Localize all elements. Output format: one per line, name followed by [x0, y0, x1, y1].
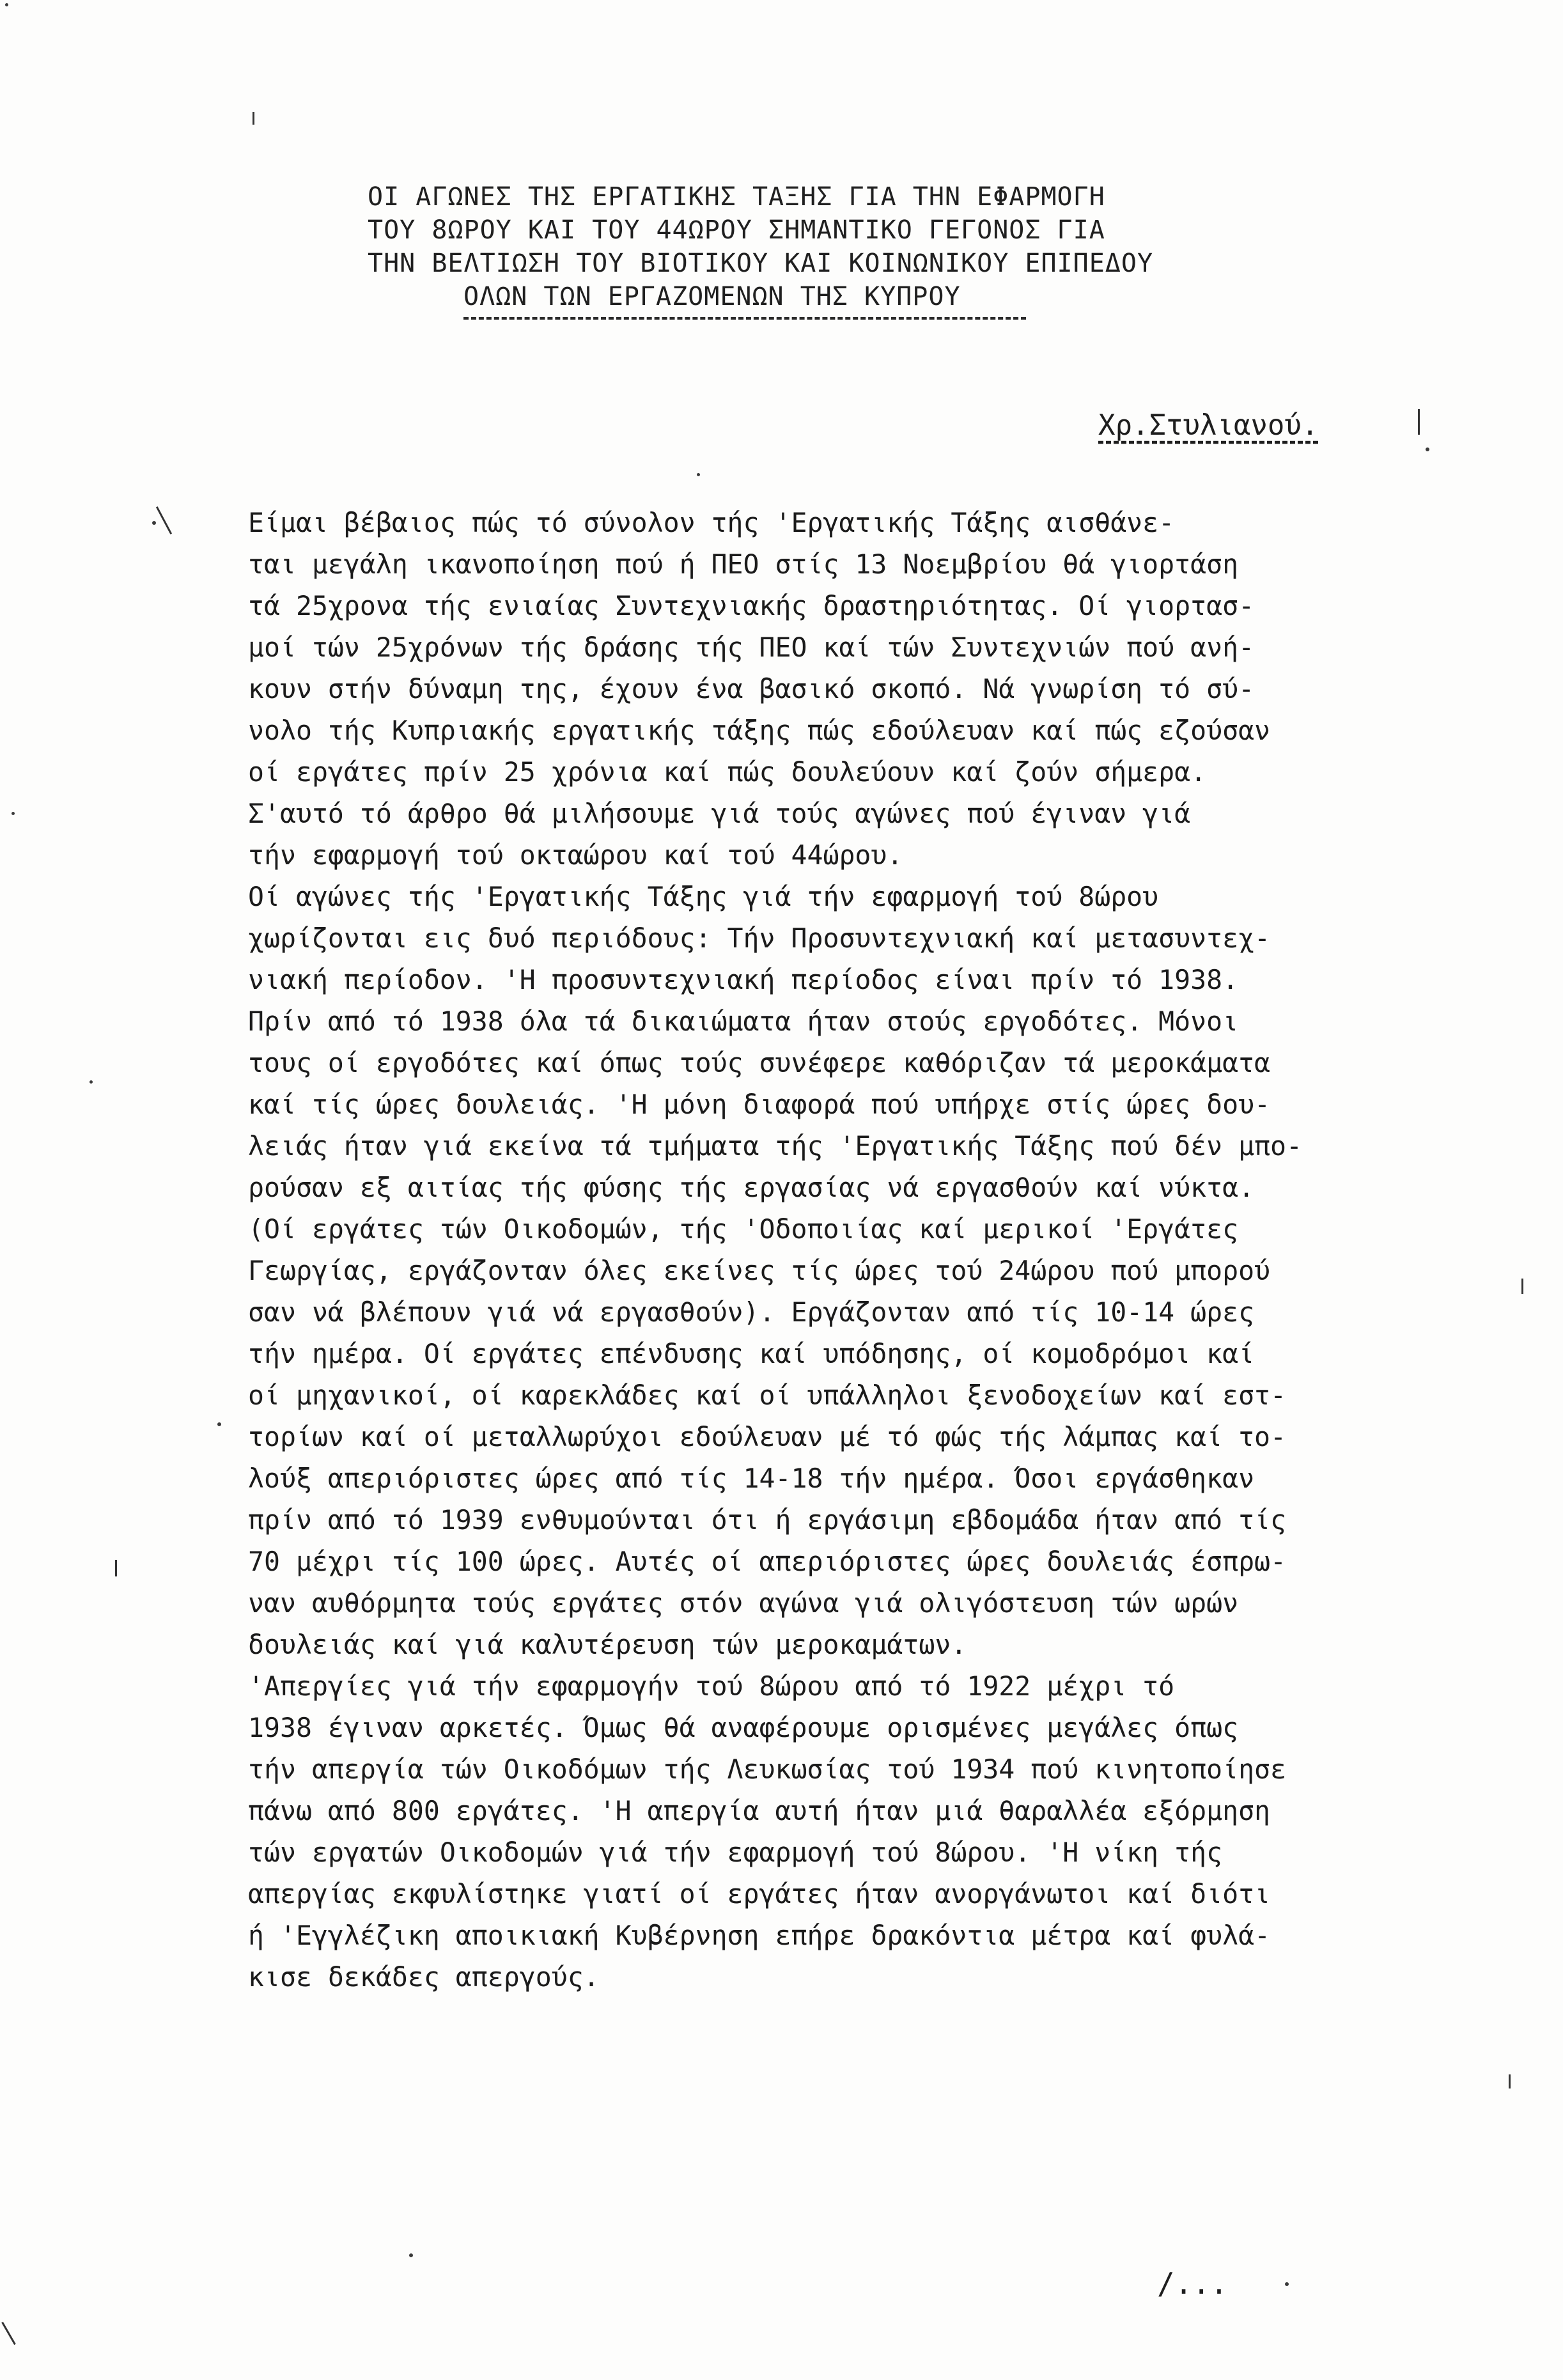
body-line: μοί τών 25χρόνων τής δράσης τής ΠΕΟ καί τών Συντεχνιών πού ανή- [248, 632, 1255, 663]
body-line: Σ'αυτό τό άρθρο θά μιλήσουμε γιά τούς αγώνες πού έγιναν γιά [248, 798, 1191, 829]
scan-mark [1, 2322, 16, 2345]
scan-speck [1426, 447, 1429, 451]
body-line: οί μηχανικοί, οί καρεκλάδες καί οί υπάλληλοι ξενοδοχείων καί εστ- [248, 1380, 1287, 1411]
document-title [368, 180, 1390, 320]
title-line-3: ΤΗΝ ΒΕΛΤΙΩΣΗ ΤΟΥ ΒΙΟΤΙΚΟΥ ΚΑΙ ΚΟΙΝΩΝΙΚΟΥ ΕΠΙΠΕΔΟΥ [368, 249, 1154, 278]
continued-marker: /... [1157, 2266, 1228, 2301]
scan-mark [115, 1560, 117, 1576]
body-line: νολο τής Κυπριακής εργατικής τάξης πώς εδούλευαν καί πώς εζούσαν [248, 715, 1271, 746]
body-line: δουλειάς καί γιά καλυτέρευση τών μεροκαμάτων. [248, 1629, 967, 1660]
body-line: τους οί εργοδότες καί όπως τούς συνέφερε καθόριζαν τά μεροκάματα [248, 1047, 1271, 1078]
body-line: Γεωργίας, εργάζονταν όλες εκείνες τίς ώρες τού 24ώρου πού μπορού [248, 1255, 1271, 1286]
body-line: ρούσαν εξ αιτίας τής φύσης τής εργασίας νά εργασθούν καί νύκτα. [248, 1172, 1255, 1203]
scan-mark [1521, 1279, 1523, 1294]
body-line: ναν αυθόρμητα τούς εργάτες στόν αγώνα γιά ολιγόστευση τών ωρών [248, 1587, 1239, 1619]
scan-speck [5, 3, 8, 6]
body-line: τήν απεργία τών Οικοδόμων τής Λευκωσίας τού 1934 πού κινητοποίησε [248, 1754, 1287, 1785]
scan-speck [12, 812, 15, 815]
body-line: τών εργατών Οικοδομών γιά τήν εφαρμογή τού 8ώρου. 'Η νίκη τής [248, 1837, 1223, 1868]
author-signature [1098, 409, 1318, 442]
title-line-1: ΟΙ ΑΓΩΝΕΣ ΤΗΣ ΕΡΓΑΤΙΚΗΣ ΤΑΞΗΣ ΓΙΑ ΤΗΝ ΕΦΑΡΜΟΓΗ [368, 182, 1105, 212]
body-line: ται μεγάλη ικανοποίηση πού ή ΠΕΟ στίς 13 Νοεμβρίου θά γιορτάση [248, 548, 1239, 580]
scan-speck [217, 1422, 221, 1426]
body-line: πάνω από 800 εργάτες. 'Η απεργία αυτή ήταν μιά θαραλλέα εξόρμηση [248, 1795, 1271, 1826]
body-line: πρίν από τό 1939 ενθυμούνται ότι ή εργάσιμη εβδομάδα ήταν από τίς [248, 1504, 1287, 1536]
body-line: κουν στήν δύναμη της, έχουν ένα βασικό σκοπό. Νά γνωρίση τό σύ- [248, 673, 1255, 704]
title-underline [463, 317, 1026, 320]
body-line: Οί αγώνες τής 'Εργατικής Τάξης γιά τήν εφαρμογή τού 8ώρου [248, 881, 1159, 912]
author-name: Χρ.Στυλιανού. [1098, 409, 1319, 442]
scan-mark [1509, 2074, 1511, 2088]
body-line: νιακή περίοδον. 'Η προσυντεχνιακή περίοδος είναι πρίν τό 1938. [248, 964, 1239, 995]
body-line: (Οί εργάτες τών Οικοδομών, τής 'Οδοποιίας καί μερικοί 'Εργάτες [248, 1213, 1239, 1245]
body-line: απεργίας εκφυλίστηκε γιατί οί εργάτες ήταν ανοργάνωτοι καί διότι [248, 1878, 1271, 1909]
title-line-4: ΟΛΩΝ ΤΩΝ ΕΡΓΑΖΟΜΕΝΩΝ ΤΗΣ ΚΥΠΡΟΥ [463, 282, 961, 311]
body-line: οί εργάτες πρίν 25 χρόνια καί πώς δουλεύουν καί ζούν σήμερα. [248, 756, 1207, 788]
scan-speck [152, 521, 156, 525]
body-line: τορίων καί οί μεταλλωρύχοι εδούλευαν μέ τό φώς τής λάμπας καί το- [248, 1421, 1287, 1452]
scan-mark [253, 112, 254, 125]
body-line: καί τίς ώρες δουλειάς. 'Η μόνη διαφορά πού υπήρχε στίς ώρες δου- [248, 1089, 1271, 1120]
body-line: τήν ημέρα. Οί εργάτες επένδυσης καί υπόδησης, οί κομοδρόμοι καί [248, 1338, 1255, 1369]
scan-speck [697, 473, 700, 476]
body-line: τήν εφαρμογή τού οκταώρου καί τού 44ώρου. [248, 839, 903, 871]
scan-mark [156, 506, 172, 534]
body-line: 'Απεργίες γιά τήν εφαρμογήν τού 8ώρου από τό 1922 μέχρι τό [248, 1670, 1175, 1702]
body-line: τά 25χρονα τής ενιαίας Συντεχνιακής δραστηριότητας. Οί γιορτασ- [248, 590, 1255, 621]
title-line-2: ΤΟΥ 8ΩΡΟΥ ΚΑΙ ΤΟΥ 44ΩΡΟΥ ΣΗΜΑΝΤΙΚΟ ΓΕΓΟΝΟΣ ΓΙΑ [368, 215, 1105, 245]
body-line: Είμαι βέβαιος πώς τό σύνολον τής 'Εργατικής Τάξης αισθάνε- [248, 507, 1175, 538]
body-line: Πρίν από τό 1938 όλα τά δικαιώματα ήταν στούς εργοδότες. Μόνοι [248, 1006, 1239, 1037]
body-line: λειάς ήταν γιά εκείνα τά τμήματα τής 'Εργατικής Τάξης πού δέν μπο- [248, 1130, 1303, 1162]
body-line: ή 'Εγγλέζικη αποικιακή Κυβέρνηση επήρε δρακόντια μέτρα καί φυλά- [248, 1920, 1271, 1951]
body-line: λούξ απεριόριστες ώρες από τίς 14-18 τήν ημέρα. Όσοι εργάσθηκαν [248, 1463, 1255, 1494]
body-line: σαν νά βλέπουν γιά νά εργασθούν). Εργάζονταν από τίς 10-14 ώρες [248, 1296, 1255, 1328]
body-line: χωρίζονται εις δυό περιόδους: Τήν Προσυντεχνιακή καί μετασυντεχ- [248, 922, 1271, 954]
scan-speck [1285, 2282, 1289, 2286]
scan-mark [1418, 409, 1420, 435]
body-line: 1938 έγιναν αρκετές. Όμως θά αναφέρουμε ορισμένες μεγάλες όπως [248, 1712, 1239, 1743]
body-line: κισε δεκάδες απεργούς. [248, 1961, 600, 1993]
scan-speck [89, 1080, 93, 1084]
body-line: 70 μέχρι τίς 100 ώρες. Αυτές οί απεριόριστες ώρες δουλειάς έσπρω- [248, 1546, 1287, 1577]
scan-speck [409, 2253, 413, 2257]
article-body [248, 502, 1520, 1998]
